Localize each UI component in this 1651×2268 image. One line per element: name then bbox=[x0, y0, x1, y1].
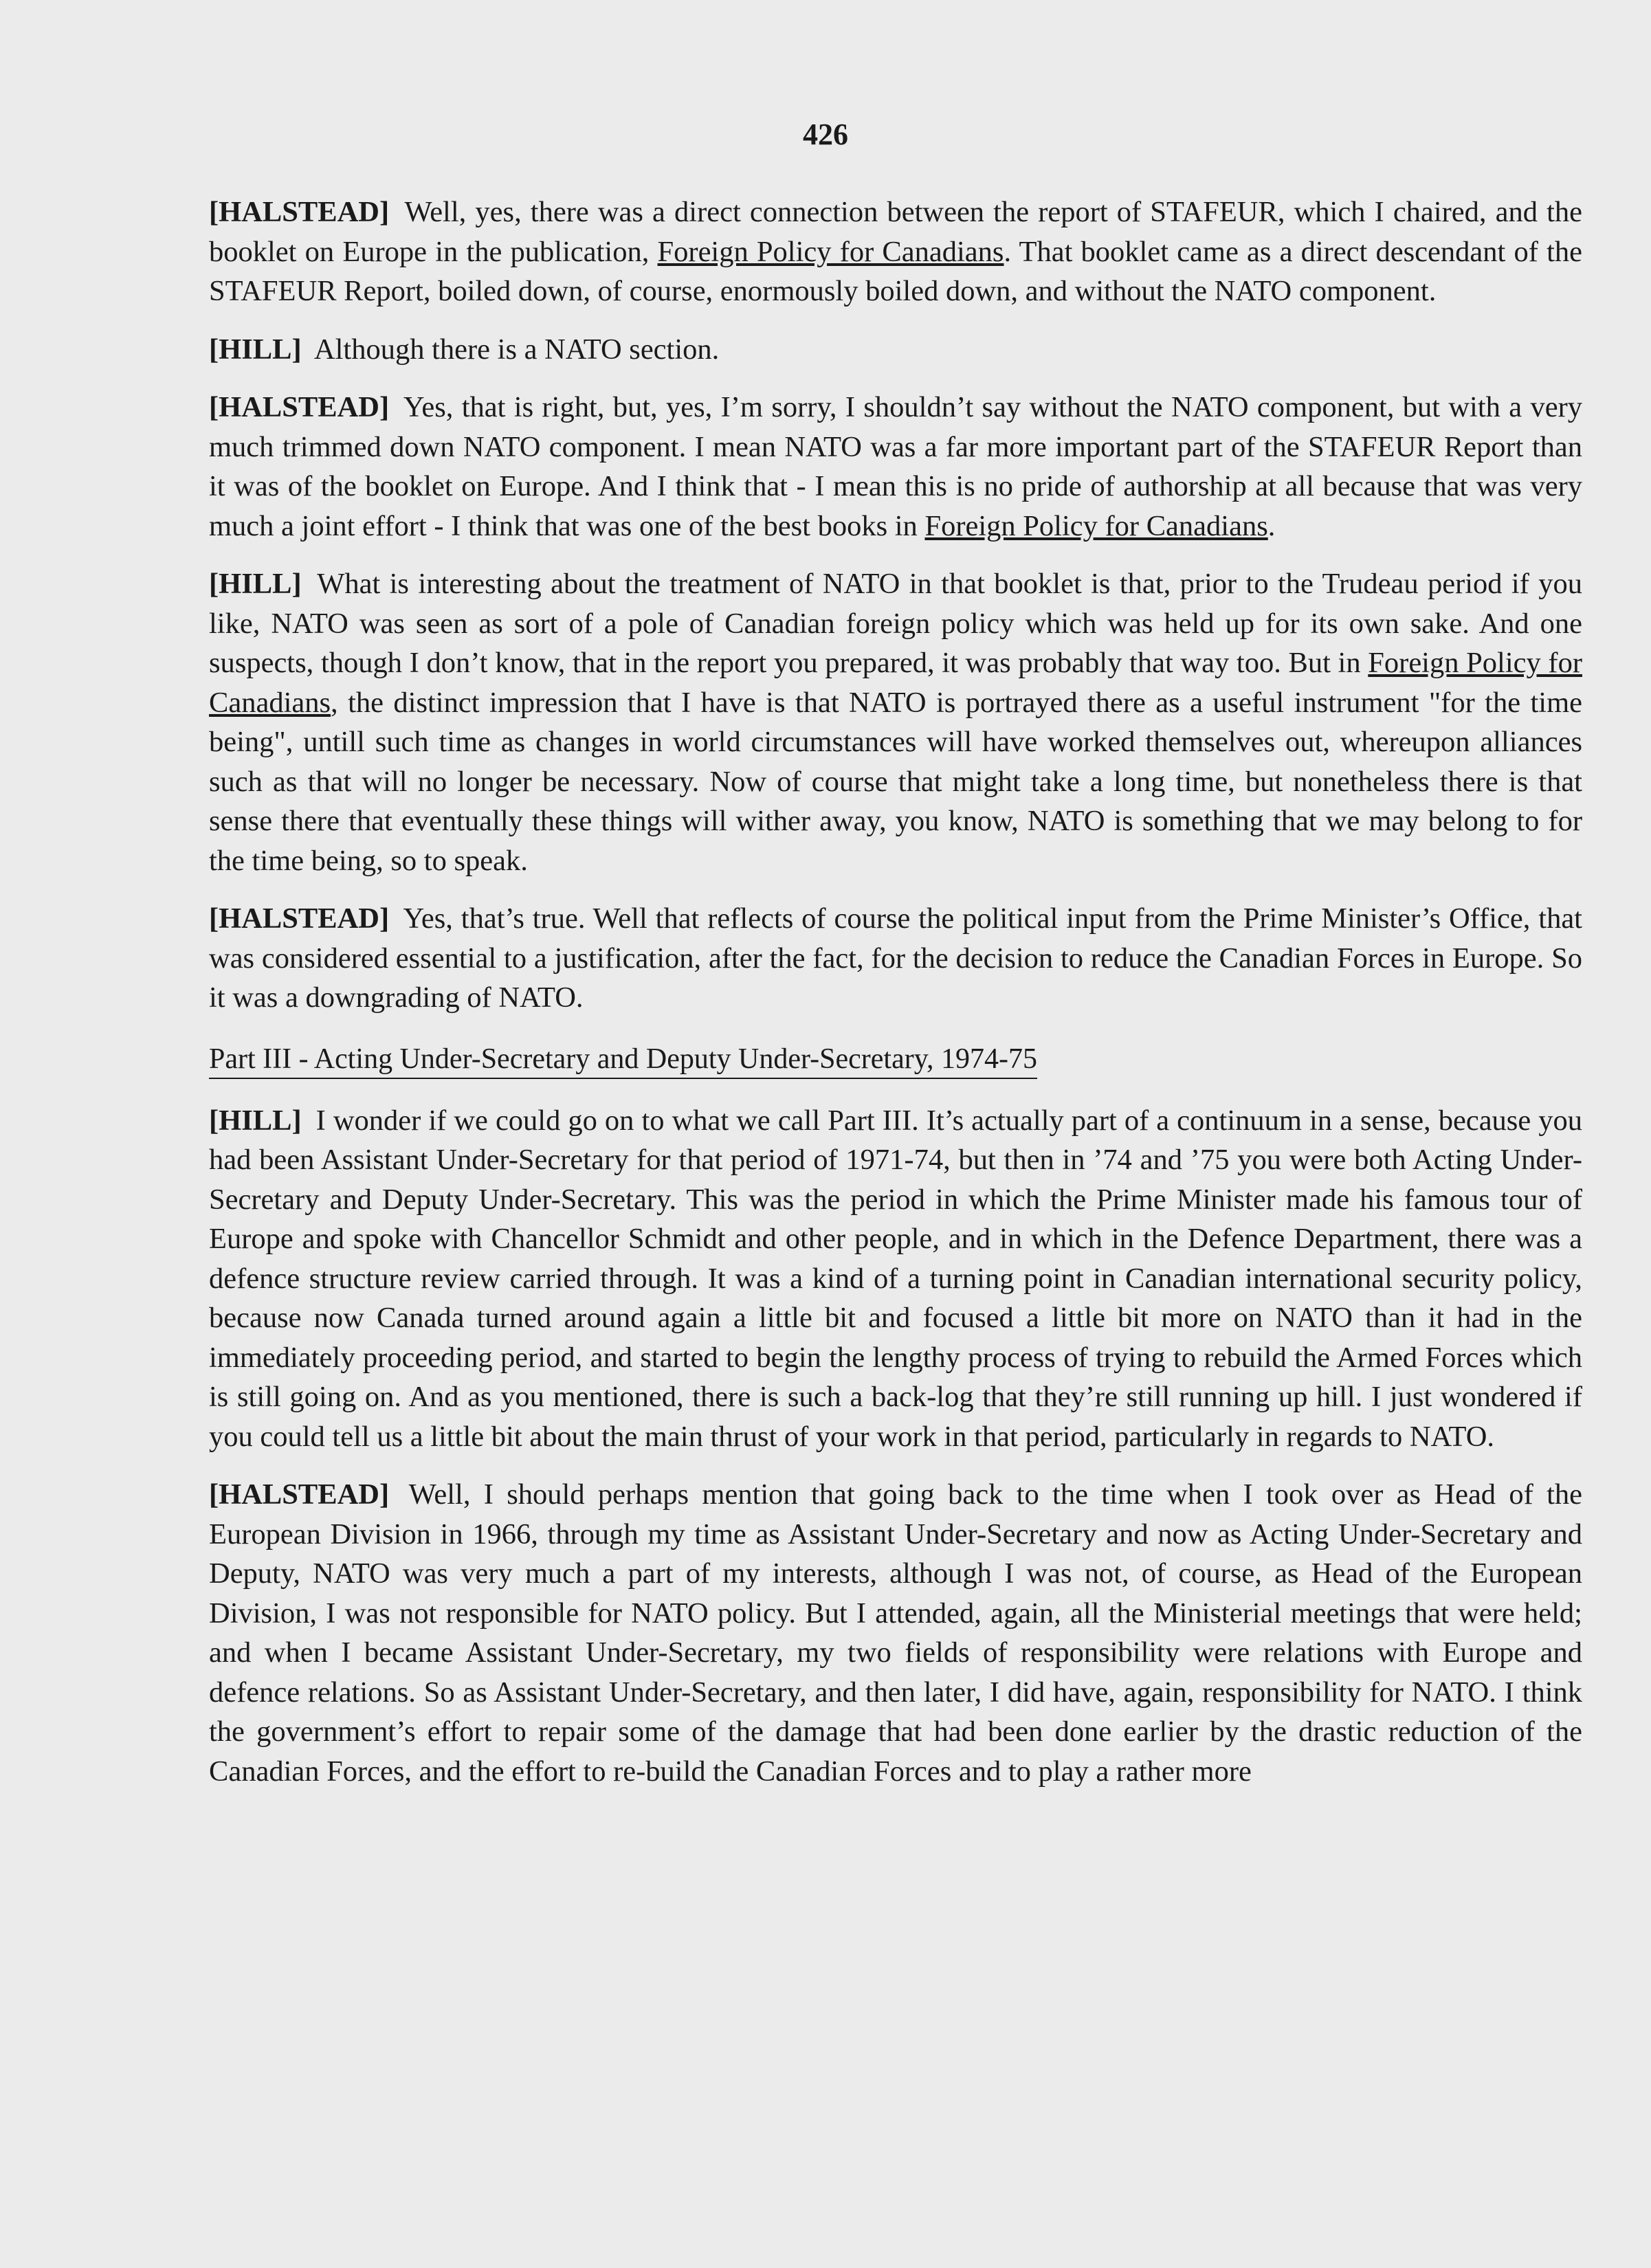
paragraph-text: Well, I should perhaps mention that going back to the time when I took over as Head of the European Division in 1966, through my time as Assistant Under-Secretary and now as Acting Under-Secretary and Deputy, NATO was very much a part of my interests, although I was not, of course, as Head of the European Division, I was not responsible for NATO policy. But I attended, again, all the Ministerial meetings that were held; and when I became Assistant Under-Secretary, my two fields of responsibility were relations with Europe and defence relations. So as Assistant Under-Secretary, and then later, I did have, again, responsibility for NATO. I think the government’s effort to repair some of the damage that had been done earlier by the drastic reduction of the Canadian Forces, and the effort to re-build the Canadian Forces and to play a rather more bbox=[209, 1478, 1582, 1788]
page-number: 426 bbox=[803, 118, 848, 151]
publication-title: Foreign Policy for Canadians bbox=[209, 647, 1582, 719]
paragraph-text: . That booklet came as a direct descendant of the STAFEUR Report, boiled down, of course, enormously boiled down, and without the NATO component. bbox=[209, 235, 1582, 307]
publication-title: Foreign Policy for Canadians bbox=[657, 235, 1004, 268]
transcript-paragraph bbox=[209, 564, 1582, 880]
transcript-paragraph bbox=[209, 1475, 1582, 1791]
speaker-label: [HALSTEAD] bbox=[209, 391, 390, 423]
speaker-label: [HALSTEAD] bbox=[209, 1478, 390, 1511]
speaker-label: [HALSTEAD] bbox=[209, 902, 390, 935]
transcript-paragraph bbox=[209, 899, 1582, 1018]
speaker-label: [HILL] bbox=[209, 1104, 302, 1137]
section-heading: Part III - Acting Under-Secretary and Deputy Under-Secretary, 1974-75 bbox=[209, 1042, 1037, 1079]
speaker-label: [HILL] bbox=[209, 568, 302, 600]
paragraph-text: Although there is a NATO section. bbox=[313, 333, 720, 366]
paragraph-text: Yes, that’s true. Well that reflects of course the political input from the Prime Minister’s Office, that was considered essential to a justification, after the fact, for the decision to reduce the Canadian Forces in Europe. So it was a downgrading of NATO. bbox=[209, 902, 1582, 1014]
publication-title: Foreign Policy for Canadians bbox=[924, 509, 1268, 542]
transcript-paragraph bbox=[209, 1101, 1582, 1457]
paragraph-text: Well, yes, there was a direct connection between the report of STAFEUR, which I chaired, and the booklet on Europe in the publication, bbox=[209, 196, 1583, 268]
paragraph-text: , the distinct impression that I have is that NATO is portrayed there as a useful instrument "for the time being", untill such time as changes in world circumstances will have worked themselves out, whereupon alliances such as that will no longer be necessary. Now of course that might take a long time, but nonetheless there is that sense there that eventually these things will wither away, you know, NATO is something that we may belong to for the time being, so to speak. bbox=[209, 686, 1582, 877]
paragraph-text: Yes, that is right, but, yes, I’m sorry, I shouldn’t say without the NATO component, but with a very much trimmed down NATO component. I mean NATO was a far more important part of the STAFEUR Report than it was of the booklet on Europe. And I think that - I mean this is no pride of authorship at all because that was very much a joint effort - I think that was one of the best books in bbox=[209, 391, 1582, 542]
speaker-label: [HILL] bbox=[209, 333, 302, 366]
speaker-label: [HALSTEAD] bbox=[209, 196, 390, 228]
transcript-body bbox=[209, 192, 1582, 1810]
transcript-paragraph bbox=[209, 388, 1582, 546]
paragraph-text: What is interesting about the treatment of NATO in that booklet is that, prior to the Trudeau period if you like, NATO was seen as sort of a pole of Canadian foreign policy which was held up for its own sake. And one suspects, though I don’t know, that in the report you prepared, it was probably that way too. But in bbox=[209, 568, 1582, 679]
paragraph-text: I wonder if we could go on to what we call Part III. It’s actually part of a continuum in a sense, because you had been Assistant Under-Secretary for that period of 1971-74, but then in ’74 and ’75 you were both Acting Under-Secretary and Deputy Under-Secretary. This was the period in which the Prime Minister made his famous tour of Europe and spoke with Chancellor Schmidt and other people, and in which in the Defence Department, there was a defence structure review carried through. It was a kind of a turning point in Canadian international security policy, because now Canada turned around again a little bit and focused a little bit more on NATO than it had in the immediately proceeding period, and started to begin the lengthy process of trying to rebuild the Armed Forces which is still going on. And as you mentioned, there is such a back-log that they’re still running up hill. I just wondered if you could tell us a little bit about the main thrust of your work in that period, particularly in regards to NATO. bbox=[209, 1104, 1582, 1453]
transcript-paragraph bbox=[209, 330, 1582, 370]
transcript-paragraph bbox=[209, 192, 1582, 311]
paragraph-text: . bbox=[1267, 509, 1276, 542]
